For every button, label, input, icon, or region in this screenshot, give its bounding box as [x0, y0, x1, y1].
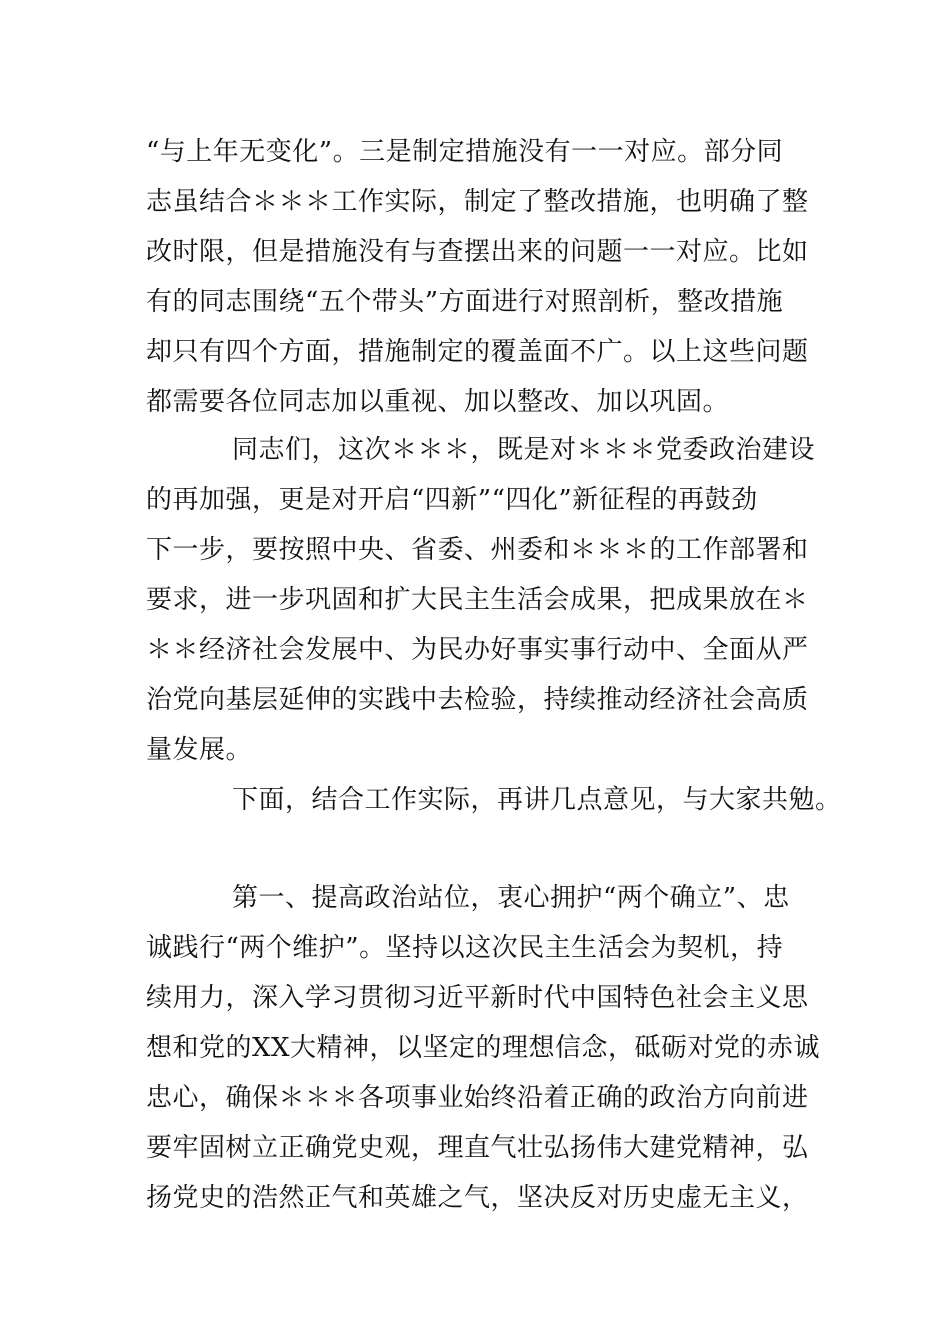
- paragraph-2-line-4: 要求，进一步巩固和扩大民主生活会成果，把成果放在＊: [146, 585, 809, 615]
- paragraph-4-line-7: 扬党史的浩然正气和英雄之气，坚决反对历史虚无主义，: [146, 1183, 809, 1213]
- paragraph-1-line-3: 改时限，但是措施没有与查摆出来的问题一一对应。比如: [146, 237, 809, 267]
- paragraph-1-line-6: 都需要各位同志加以重视、加以整改、加以巩固。: [146, 387, 730, 417]
- paragraph-1-line-4: 有的同志围绕“五个带头”方面进行对照剖析，整改措施: [146, 287, 784, 317]
- paragraph-1-line-2: 志虽结合＊＊＊工作实际，制定了整改措施，也明确了整: [146, 187, 809, 217]
- paragraph-4-line-1: 第一、提高政治站位，衷心拥护“两个确立”、忠: [232, 883, 790, 913]
- paragraph-4-line-5: 忠心，确保＊＊＊各项事业始终沿着正确的政治方向前进: [146, 1083, 809, 1113]
- paragraph-1-line-1: “与上年无变化”。三是制定措施没有一一对应。部分同: [146, 137, 784, 167]
- paragraph-3-line-1: 下面，结合工作实际，再讲几点意见，与大家共勉。: [232, 785, 842, 815]
- paragraph-2-line-2: 的再加强，更是对开启“四新”“四化”新征程的再鼓劲: [146, 485, 758, 515]
- paragraph-2-line-5: ＊＊经济社会发展中、为民办好事实事行动中、全面从严: [146, 635, 809, 665]
- paragraph-2-line-7: 量发展。: [146, 735, 253, 765]
- paragraph-1-line-5: 却只有四个方面，措施制定的覆盖面不广。以上这些问题: [146, 337, 809, 367]
- paragraph-2-line-3: 下一步，要按照中央、省委、州委和＊＊＊的工作部署和: [146, 535, 809, 565]
- paragraph-4-line-2: 诚践行“两个维护”。坚持以这次民主生活会为契机，持: [146, 933, 784, 963]
- paragraph-4-line-4: 想和党的XX大精神，以坚定的理想信念，砥砺对党的赤诚: [146, 1033, 821, 1063]
- paragraph-4-line-6: 要牢固树立正确党史观，理直气壮弘扬伟大建党精神，弘: [146, 1133, 809, 1163]
- paragraph-2-line-6: 治党向基层延伸的实践中去检验，持续推动经济社会高质: [146, 685, 809, 715]
- paragraph-2-line-1: 同志们，这次＊＊＊，既是对＊＊＊党委政治建设: [232, 435, 816, 465]
- paragraph-4-line-3: 续用力，深入学习贯彻习近平新时代中国特色社会主义思: [146, 983, 809, 1013]
